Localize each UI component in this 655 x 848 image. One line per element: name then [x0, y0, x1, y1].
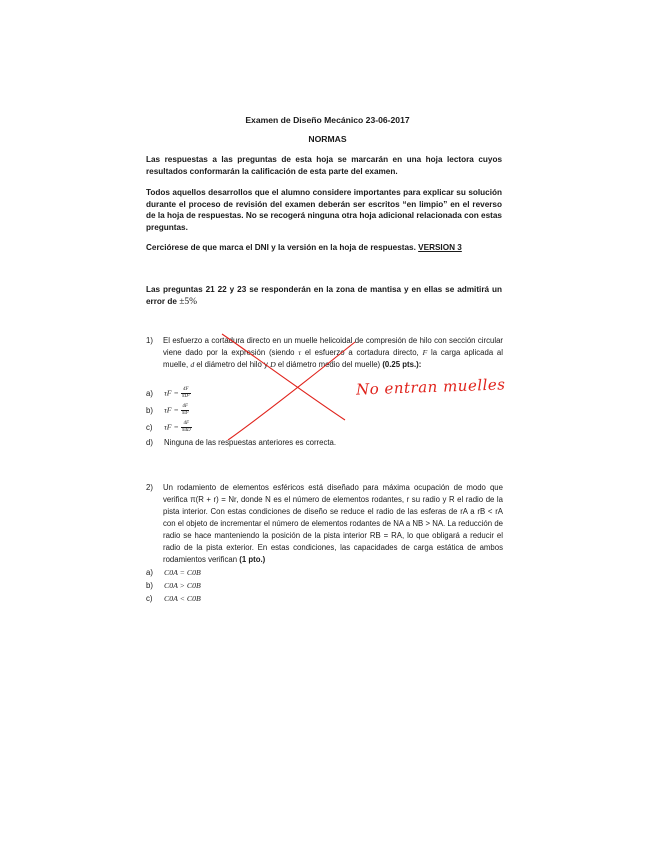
- q1-F: F: [422, 348, 428, 357]
- q1-text-d: el diámetro del hilo y: [194, 360, 271, 369]
- handwritten-annotation: No entran muelles: [355, 375, 506, 399]
- fraction-denominator: πd²: [181, 411, 189, 416]
- q2-option-c[interactable]: [146, 593, 201, 605]
- rule-paragraph-1: Las respuestas a las preguntas de esta hoja se marcarán en una hoja lectora cuyos resultados conformarán la calificación de esta parte del examen.: [146, 155, 502, 176]
- option-label: a): [146, 568, 153, 577]
- fraction-numerator: 4F: [182, 404, 188, 409]
- q1-statement: [163, 335, 503, 371]
- option-label: b): [146, 405, 153, 415]
- q2-option-a[interactable]: [146, 567, 201, 579]
- q1-option-c[interactable]: [146, 421, 192, 434]
- option-label: a): [146, 388, 153, 398]
- q1-text-e: el diámetro medio del muelle): [275, 360, 383, 369]
- rule-paragraph-3: [146, 242, 502, 254]
- option-formula-lhs: τF =: [164, 388, 179, 398]
- option-fraction: [181, 421, 192, 434]
- q1-tau: τ: [298, 348, 302, 357]
- q1-option-a[interactable]: [146, 387, 191, 400]
- rule-paragraph-4: [146, 284, 502, 308]
- q1-option-d[interactable]: [146, 437, 336, 449]
- option-text: C0A = C0B: [164, 568, 201, 577]
- q1-d: d: [190, 360, 195, 369]
- option-formula-lhs: τF =: [164, 405, 179, 415]
- q2-points: (1 pto.): [239, 555, 266, 564]
- fraction-denominator: πD²: [181, 394, 190, 399]
- rule-paragraph-2: Todos aquellos desarrollos que el alumno considere importantes para explicar su solución durante el proceso de revisión del examen deberán ser escritos “en limpio” en el reverso de la hoja de respuestas. No se recogerá ninguna otra hoja adicional relacionada con estas preguntas.: [146, 188, 502, 232]
- option-label: c): [146, 422, 153, 432]
- option-text: Ninguna de las respuestas anteriores es correcta.: [164, 438, 337, 447]
- q2-option-b[interactable]: [146, 580, 201, 592]
- rule-3-text: Cerciórese de que marca el DNI y la versión en la hoja de respuestas.: [146, 243, 419, 252]
- q1-text-b: el esfuerzo a cortadura directo,: [301, 348, 423, 357]
- q1-text-c: la carga aplicada al muelle,: [163, 348, 503, 369]
- exam-title: Examen de Diseño Mecánico 23-06-2017: [245, 115, 410, 125]
- option-text: C0A < C0B: [164, 594, 201, 603]
- option-label: b): [146, 581, 153, 590]
- q2-text: Un rodamiento de elementos esféricos está diseñado para máxima ocupación de modo que verifica π(R + r) = Nr, donde N es el número de elementos rodantes, r su radio y R el radio de la pista interior. Con estas condiciones de diseño se reduce el radio de las esferas de rA a rB < rA con el objeto de incrementar el número de elementos rodantes de NA a NB > NA. La reducción de radio se hace manteniendo la posición de la pista interior RB = RA, lo que obligará a reducir el radio de la pista exterior. En estas condiciones, las capacidades de carga estática de ambos rodamientos verifican: [163, 483, 503, 564]
- rules-heading: NORMAS: [308, 134, 347, 144]
- q1-D: D: [270, 360, 276, 369]
- tolerance-value: ±5%: [179, 296, 198, 307]
- q1-option-b[interactable]: [146, 404, 189, 417]
- option-label: c): [146, 594, 153, 603]
- rule-4-text: Las preguntas 21 22 y 23 se responderán en la zona de mantisa y en ellas se admitirá un error de: [146, 285, 502, 306]
- q2-number: 2): [146, 483, 153, 492]
- version-label: VERSION 3: [418, 243, 462, 252]
- q1-number: 1): [146, 336, 153, 345]
- fraction-numerator: 4F: [181, 421, 192, 428]
- option-label: d): [146, 438, 153, 447]
- q1-text-a: El esfuerzo a cortadura directo en un muelle helicoidal de compresión de hilo con sección circular viene dado por la expresión (siendo: [163, 336, 503, 357]
- option-text: C0A > C0B: [164, 581, 201, 590]
- option-formula-lhs: τF =: [164, 422, 179, 432]
- fraction-numerator: 4F: [181, 387, 191, 394]
- q2-statement: [163, 482, 503, 566]
- fraction-denominator: πdD: [181, 428, 191, 433]
- q1-points: (0.25 pts.):: [382, 360, 422, 369]
- option-fraction: [181, 404, 190, 417]
- option-fraction: [181, 387, 191, 400]
